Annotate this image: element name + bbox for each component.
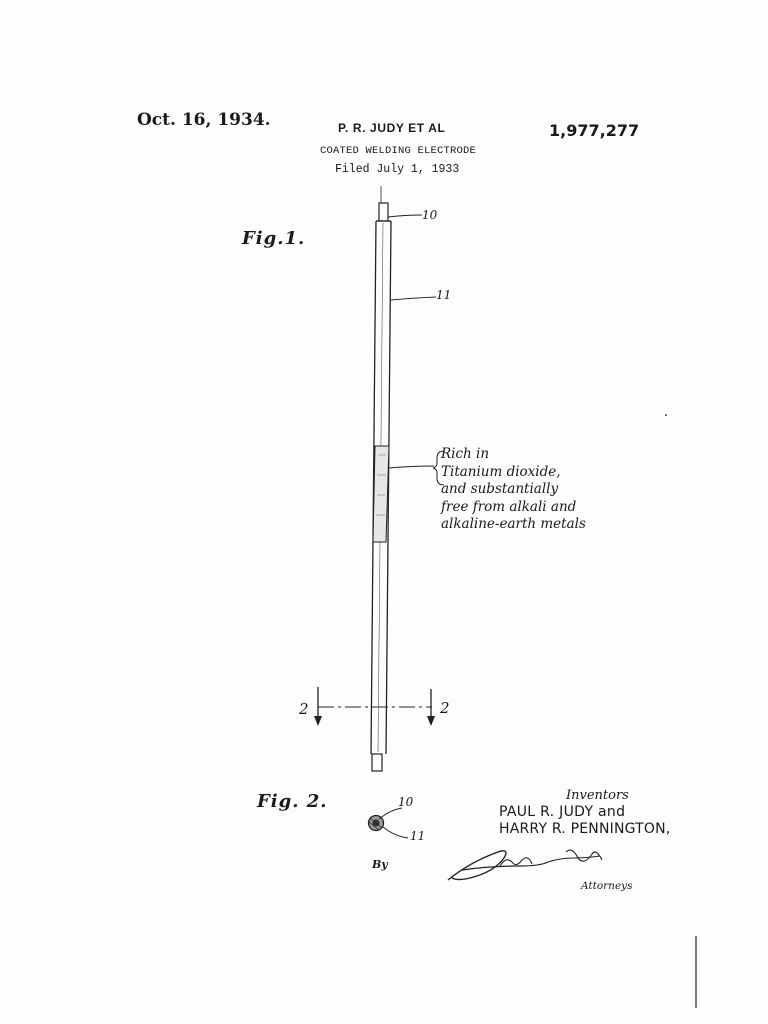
coating-cutaway (373, 446, 389, 542)
cross-section (369, 808, 409, 838)
inventors-label: Inventors (566, 788, 629, 803)
fig2-label: Fig. 2. (257, 791, 328, 812)
attorney-signature (448, 850, 602, 880)
electrode-core-top (379, 186, 388, 221)
page-mark (665, 414, 667, 416)
electrode-core-bottom (372, 754, 382, 771)
filing-date: Filed July 1, 1933 (335, 163, 460, 176)
section-line-2-2 (314, 687, 435, 726)
ref-numeral-11-fig2: 11 (410, 829, 426, 843)
patent-title: COATED WELDING ELECTRODE (320, 145, 477, 157)
leader-line-11 (391, 297, 436, 300)
inventors-heading: P. R. JUDY ET AL (338, 121, 446, 135)
section-label-left: 2 (299, 700, 309, 718)
annotation-line: Titanium dioxide, (441, 463, 561, 480)
patent-date: Oct. 16, 1934. (137, 110, 271, 130)
ref-numeral-11: 11 (436, 288, 452, 302)
inventor-name-1: PAUL R. JUDY and (499, 804, 626, 820)
patent-number: 1,977,277 (549, 121, 640, 140)
leader-line-10 (388, 215, 422, 217)
ref-numeral-10: 10 (422, 208, 438, 222)
section-label-right: 2 (440, 699, 450, 717)
annotation-line: alkaline-earth metals (441, 516, 586, 532)
inventor-name-2: HARRY R. PENNINGTON, (499, 821, 671, 837)
fig1-label: Fig.1. (242, 228, 306, 249)
by-label: By (372, 858, 388, 871)
coating-annotation (441, 446, 586, 534)
attorneys-label: Attorneys (581, 880, 633, 892)
annotation-line: Rich in (441, 446, 490, 462)
annotation-line: and substantially (441, 481, 559, 497)
ref-numeral-10-fig2: 10 (398, 795, 414, 809)
annotation-line: free from alkali and (441, 498, 577, 515)
leader-line-note (389, 466, 434, 468)
